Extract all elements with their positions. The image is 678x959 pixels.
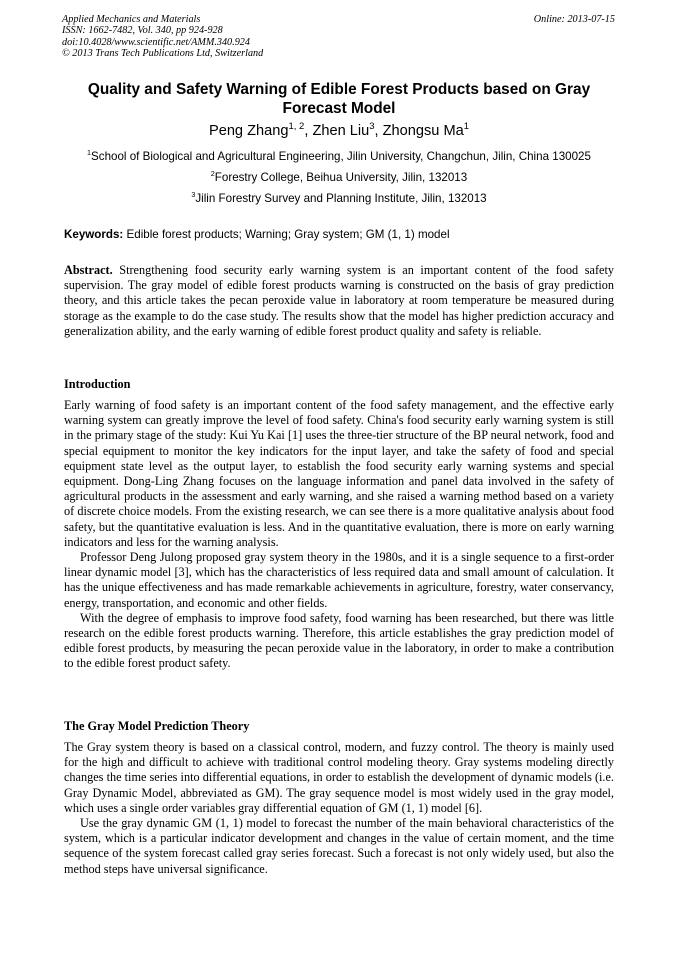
copyright-line: © 2013 Trans Tech Publications Ltd, Switzerland [62,47,264,59]
affiliation-mark: 2 [210,169,215,179]
paragraph: With the degree of emphasis to improve food safety, food warning has been researched, but there was little research on the edible forest products warning. Therefore, this article establishes the gray prediction model of edible forest products, by measuring the pecan peroxide value in the laboratory, in order to make a contribution to the edible forest product safety. [64,610,614,671]
author-affiliation-mark: 1 [463,121,470,133]
author-separator: , [304,123,313,139]
issn-line: ISSN: 1662-7482, Vol. 340, pp 924-928 [62,25,223,37]
paragraph: Professor Deng Julong proposed gray system theory in the 1980s, and it is a single sequence to a first-order linear dynamic model [3], which has the characteristics of less required data and small amount of calculation. It has the unique effectiveness and has made remarkable achievements in agriculture, forestry, water conservancy, energy, transportation, and economic and other fields. [64,550,614,610]
author-list [64,122,614,140]
paragraph: The Gray system theory is based on a classical control, modern, and fuzzy control. The theory is mainly used for the high and difficult to achieve with traditional control modeling theory. Gray systems modeling directly changes the time series into differential equations, in order to establish the development of dynamic models (i.e. Gray Dynamic Model, abbreviated as GM). The gray sequence model is most widely used in the gray model, which uses a single order variables gray differential equation of GM (1, 1) model [6]. [64,740,614,815]
online-date: Online: 2013-07-15 [533,14,615,25]
author-name: Zhen Liu [312,123,370,139]
abstract-label: Abstract. [64,263,113,277]
author-name: Peng Zhang [208,123,289,139]
affiliation-1 [60,150,618,164]
author-affiliation-mark: 1, 2 [288,121,305,133]
keywords-label: Keywords: [64,228,124,241]
affiliation-3 [60,192,618,206]
introduction-body [64,398,614,672]
section-heading-gray-model: The Gray Model Prediction Theory [64,719,250,733]
abstract [64,263,614,339]
keywords-text: Edible forest products; Warning; Gray system; GM (1, 1) model [126,228,450,241]
affiliation-text: Forestry College, Beihua University, Jilin, 132013 [214,171,468,184]
affiliation-text: School of Biological and Agricultural Engineering, Jilin University, Changchun, Jilin, China 130025 [91,150,591,163]
paragraph: Early warning of food safety is an important content of the food safety management, and the effective early warning system can greatly improve the level of food safety. China's food security early warning system is still in the primary stage of the study: Kui Yu Kai [1] uses the three-tier structure of the BP neural network, food and special equipment to monitor the key indicators for the input layer, and take the safety of food and special equipment state level as the output layer, to establish the food security early warning systems and special equipment. Dong-Ling Zhang focuses on the language information and panel data involved in the safety of agricultural products in the assessment and early warning, and she raised a warning method based on a variety of discrete choice models. From the existing research, we can see there is a more qualitative analysis about food safety, but the quantitative evaluation is less. And in the quantitative evaluation, there is more on early warning indicators and less for the warning analysis. [64,398,614,549]
paper-title: Quality and Safety Warning of Edible Forest Products based on Gray Forecast Model [87,81,591,117]
author-separator: , [374,123,383,139]
affiliation-mark: 3 [191,190,196,200]
affiliation-mark: 1 [87,148,92,158]
journal-header [62,14,263,59]
gray-model-body [64,740,614,877]
paragraph: Use the gray dynamic GM (1, 1) model to forecast the number of the main behavioral characteristics of the system, which is a particular indicator development and changes in the value of certain moment, and the time sequence of the system forecast called gray series forecast. Such a forecast is not only widely used, but also the method steps have universal significance. [64,816,614,876]
affiliation-text: Jilin Forestry Survey and Planning Institute, Jilin, 132013 [195,192,487,205]
section-heading-introduction: Introduction [64,377,131,391]
affiliation-2 [60,171,618,185]
keywords [64,228,450,242]
abstract-text: Strengthening food security early warning system is an important content of the food safety supervision. The gray model of edible forest products warning is constructed on the basis of gray prediction theory, and this article takes the pecan peroxide value in laboratory at room temperature be measured during storage as the example to do the case study. The results show that the model has higher prediction accuracy and generalization ability, and the early warning of edible forest product quality and safety is reliable. [64,263,615,338]
doi-line: doi:10.4028/www.scientific.net/AMM.340.924 [62,36,250,48]
author-name: Zhongsu Ma [382,123,464,139]
author-affiliation-mark: 3 [369,121,375,133]
journal-name: Applied Mechanics and Materials [62,14,201,25]
